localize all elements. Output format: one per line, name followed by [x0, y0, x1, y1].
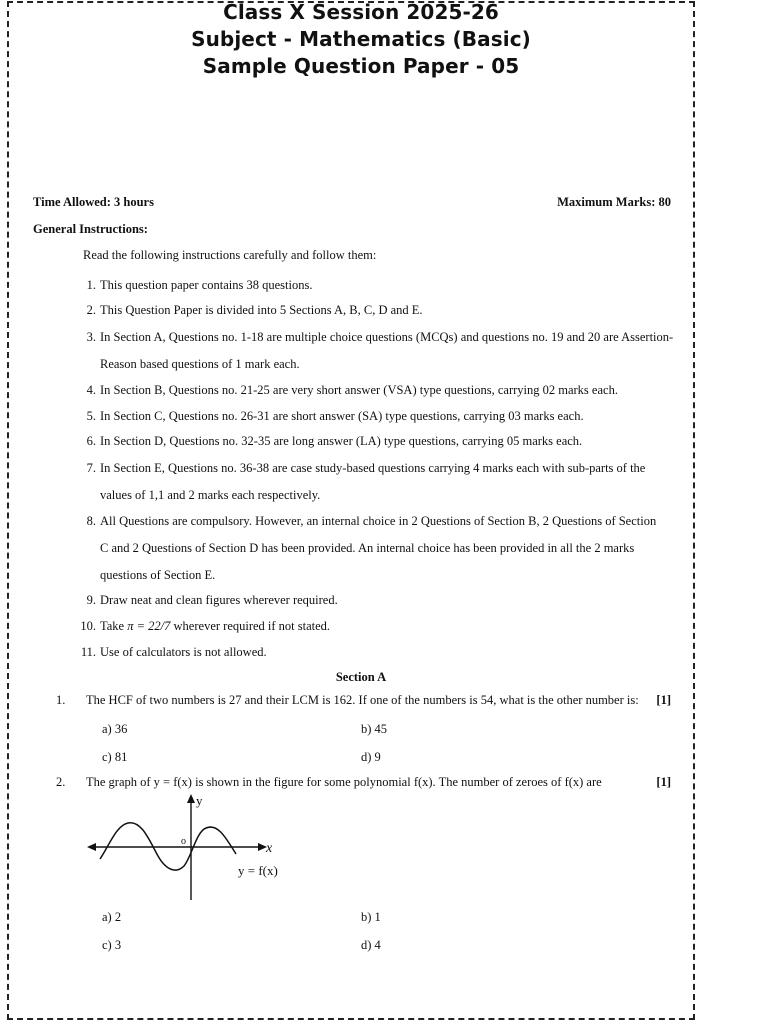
option-c: c) 3	[102, 938, 122, 952]
question-number: 1.	[56, 693, 66, 707]
polynomial-graph-figure	[84, 790, 294, 905]
curve-label: y = f(x)	[238, 863, 278, 878]
question-marks: [1]	[656, 775, 671, 789]
general-instructions-heading: General Instructions:	[33, 222, 148, 236]
maximum-marks: Maximum Marks: 80	[557, 195, 671, 209]
instructions-intro: Read the following instructions carefully and follow them:	[83, 248, 377, 262]
section-a-heading: Section A	[335, 670, 387, 684]
option-b: b) 1	[361, 910, 381, 924]
x-axis-left-arrow	[87, 843, 96, 851]
instruction-item: 5. In Section C, Questions no. 26-31 are short answer (SA) type questions, carrying 03 marks each.	[86, 409, 584, 423]
x-axis-label: x	[266, 841, 273, 856]
option-d: d) 9	[361, 750, 381, 764]
pi-formula: π = 22/7	[127, 619, 171, 633]
option-c: c) 81	[102, 750, 128, 764]
instruction-item: 6. In Section D, Questions no. 32-35 are long answer (LA) type questions, carrying 05 marks each.	[86, 434, 583, 448]
instruction-item: 1. This question paper contains 38 questions.	[86, 278, 313, 292]
option-b: b) 45	[361, 722, 388, 736]
instruction-item: 7. In Section E, Questions no. 36-38 are case study-based questions carrying 4 marks each with sub-parts of the values of 1,1 and 2 marks each respectively.	[86, 461, 646, 502]
instruction-item: 4. In Section B, Questions no. 21-25 are very short answer (VSA) type questions, carrying 02 marks each.	[86, 383, 618, 397]
time-allowed: Time Allowed: 3 hours	[33, 195, 154, 209]
question-number: 2.	[56, 775, 66, 789]
instruction-item: 3. In Section A, Questions no. 1-18 are multiple choice questions (MCQs) and questions no. 19 and 20 are Assertion- Reason based questions of 1 mark each.	[86, 330, 674, 371]
y-axis-arrow	[187, 794, 195, 803]
option-d: d) 4	[361, 938, 381, 952]
instruction-item: 8. All Questions are compulsory. However, an internal choice in 2 Questions of Section B, 2 Questions of Section C and 2 Questions of Section D has been provided. An internal choice has been provided in all the 2 marks questions of Section E.	[86, 514, 657, 582]
instruction-item: 2. This Question Paper is divided into 5 Sections A, B, C, D and E.	[86, 303, 423, 317]
paper-title-sqp: Sample Question Paper - 05	[202, 54, 520, 78]
paper-title-subject: Subject - Mathematics (Basic)	[191, 27, 531, 51]
question-marks: [1]	[656, 693, 671, 707]
origin-label: o	[181, 836, 186, 847]
question-text: The HCF of two numbers is 27 and their LCM is 162. If one of the numbers is 54, what is the other number is:	[86, 693, 639, 707]
y-axis-label: y	[196, 793, 203, 808]
question-text: The graph of y = f(x) is shown in the figure for some polynomial f(x). The number of zeroes of f(x) are	[86, 775, 602, 789]
option-a: a) 2	[102, 910, 122, 924]
paper-title-session: Class X Session 2025-26	[223, 0, 499, 24]
instruction-item: 9. Draw neat and clean figures wherever required.	[86, 593, 338, 607]
instruction-item: 10. Take π = 22/7 wherever required if not stated.	[80, 619, 331, 633]
instruction-item: 11. Use of calculators is not allowed.	[80, 645, 267, 659]
option-a: a) 36	[102, 722, 128, 736]
